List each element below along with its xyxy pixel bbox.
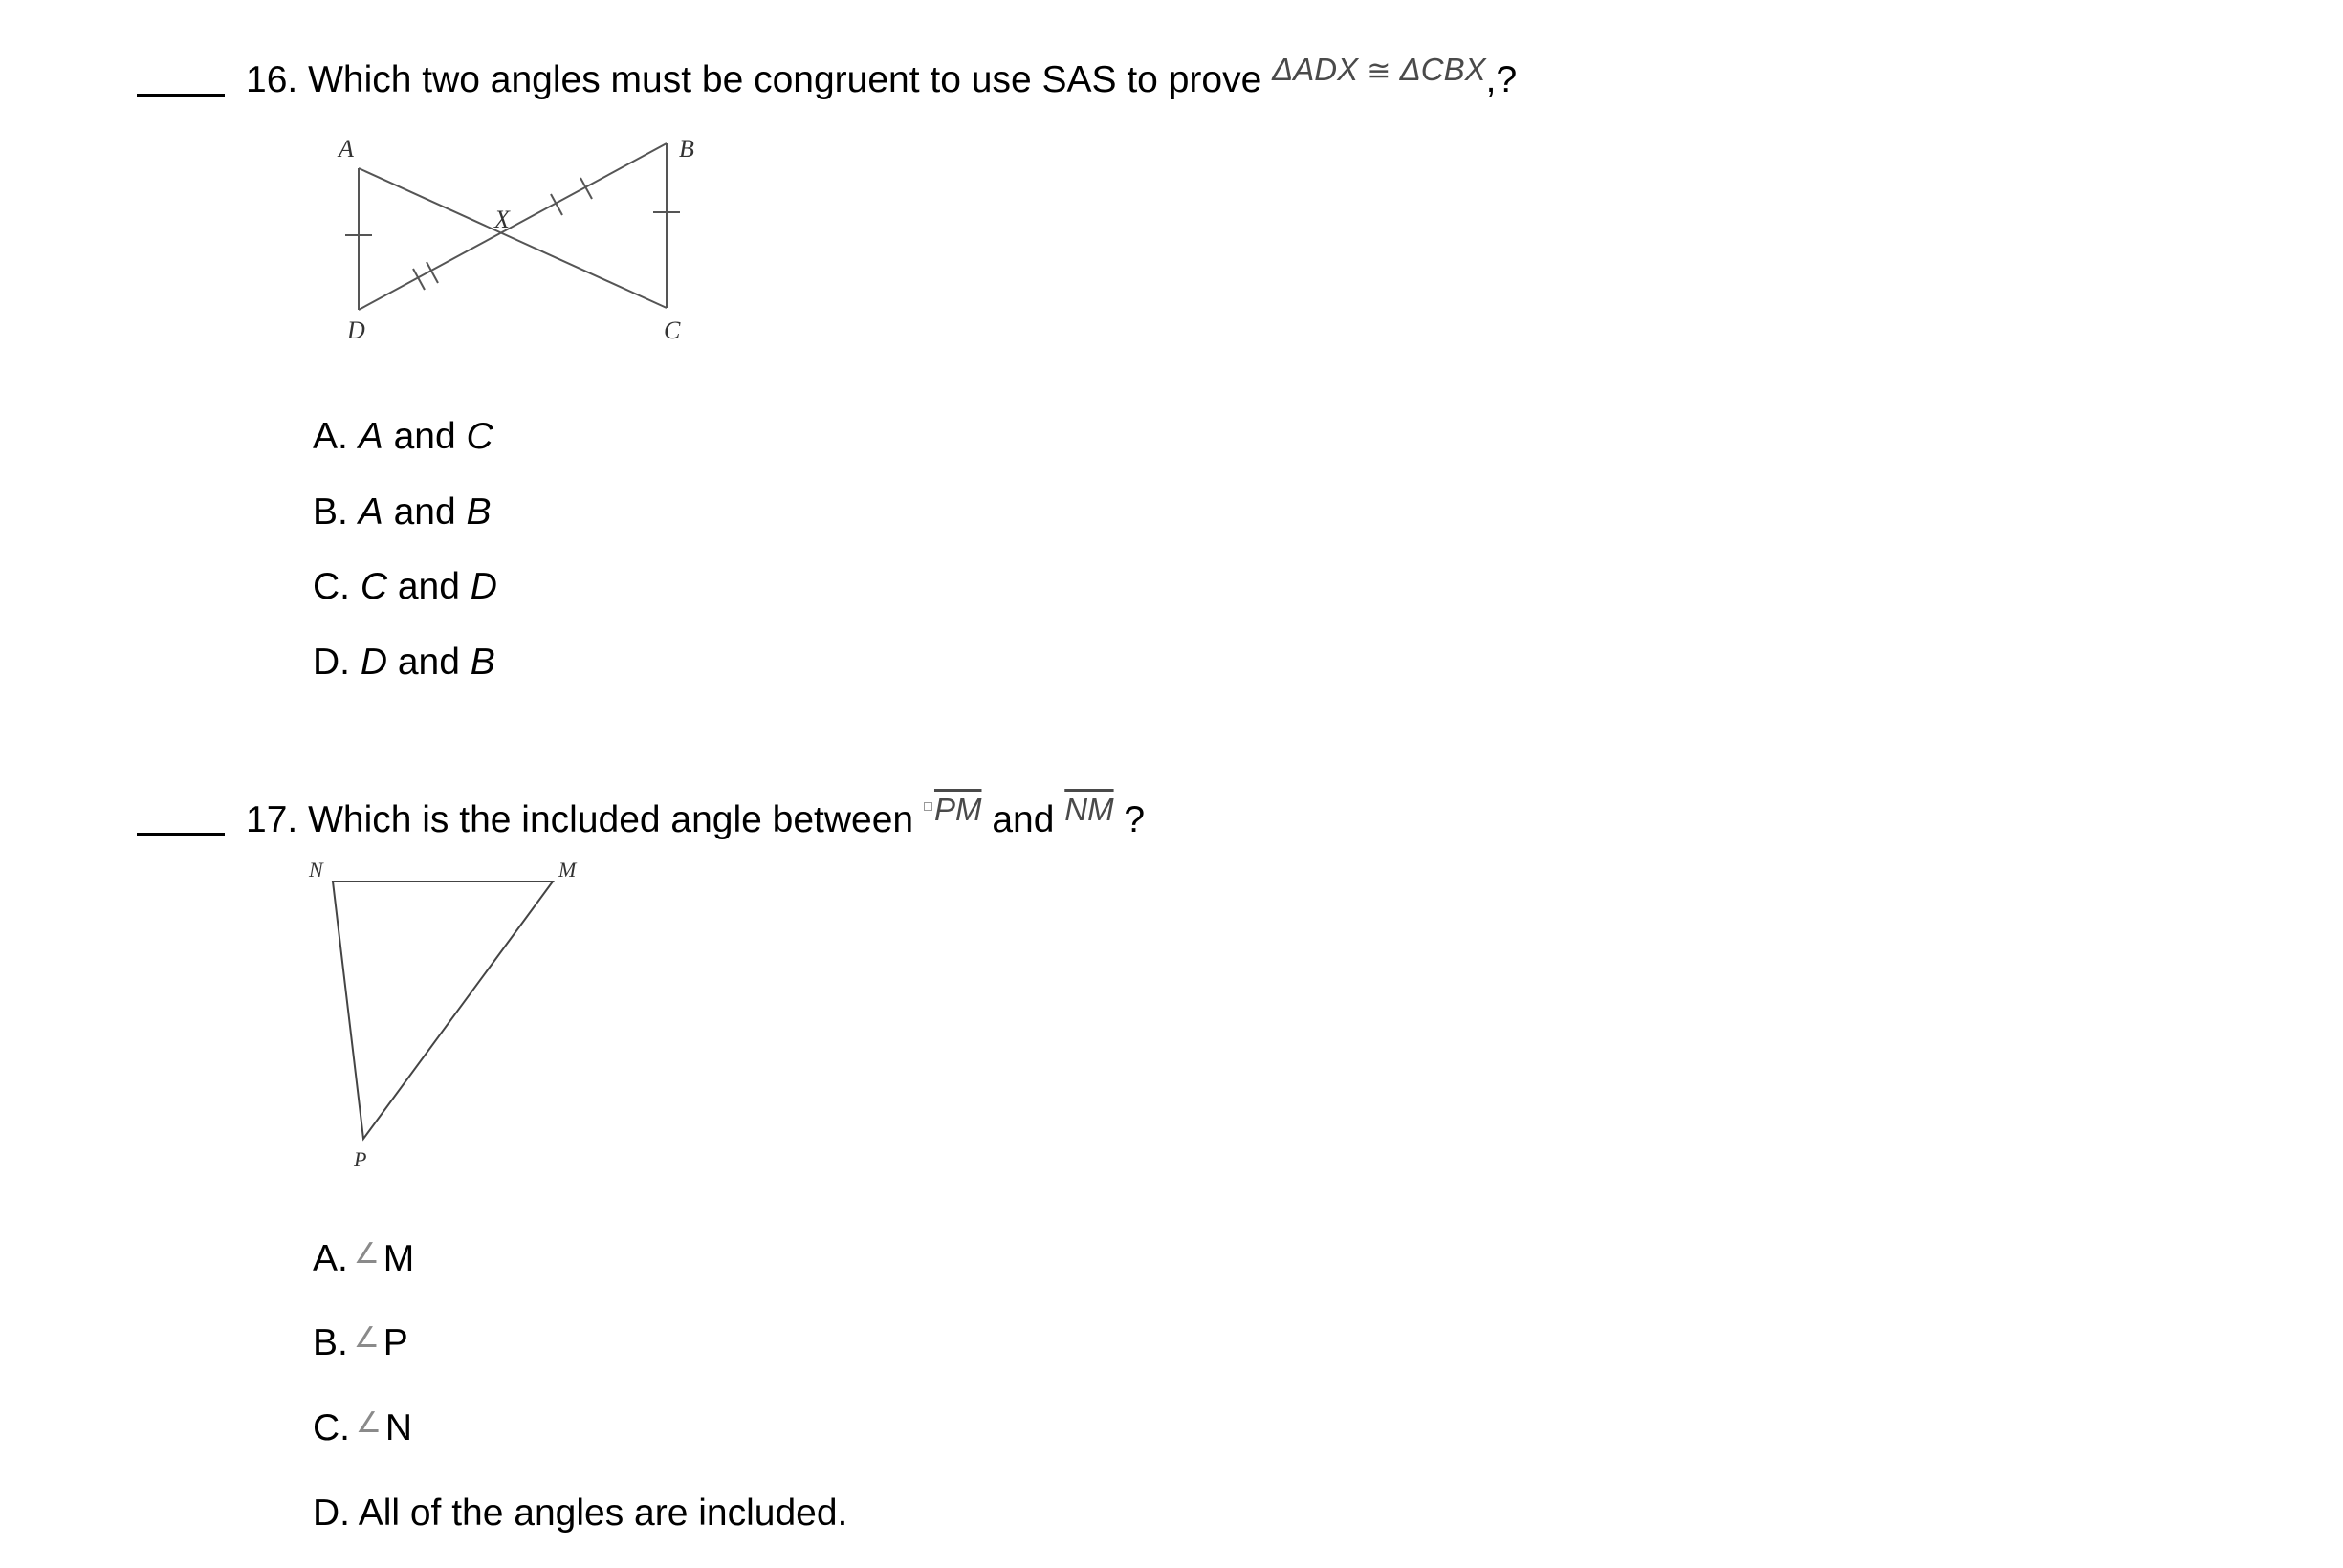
question-17-text: Which is the included angle between [308,799,914,840]
label-b: B [679,135,694,163]
question-17-suffix: ? [1124,799,1146,840]
angle-icon: ∠ [353,1238,380,1270]
triangle-cbx: ΔCBX [1399,52,1486,87]
question-17-number: 17. [246,799,298,840]
congruent-symbol: ≅ [1367,55,1391,87]
label-x: X [494,206,510,233]
label-a: A [339,135,354,163]
label-d: D [347,316,365,344]
q16-choice-a[interactable]: A. A and C [313,416,493,457]
question-16-text: Which two angles must be congruent to use SAS to prove [308,59,1262,100]
q16-choice-c[interactable]: C. C and D [313,566,497,607]
q17-choice-c[interactable]: C. ∠ N [313,1407,413,1448]
question-16-suffix: ,? [1485,59,1518,100]
question-16-number: 16. [246,59,298,100]
q16-choice-d[interactable]: D. D and B [313,642,495,683]
label-c: C [664,316,681,344]
and-word: and [992,799,1055,840]
triangle-adx: ΔADX [1272,52,1359,87]
angle-icon: ∠ [353,1322,380,1354]
angle-icon: ∠ [356,1407,382,1439]
label-p: P [354,1147,367,1171]
q17-choice-d[interactable]: D. All of the angles are included. [313,1492,848,1534]
triangle-nmp [333,882,553,1139]
q17-choice-b[interactable]: B. ∠ P [313,1322,408,1363]
q17-choice-a[interactable]: A. ∠ M [313,1238,415,1279]
label-n: N [309,858,323,882]
segment-pm: PM [924,792,982,827]
label-m: M [558,858,577,882]
q16-choice-b[interactable]: B. A and B [313,491,492,533]
segment-nm: NM [1064,792,1114,827]
